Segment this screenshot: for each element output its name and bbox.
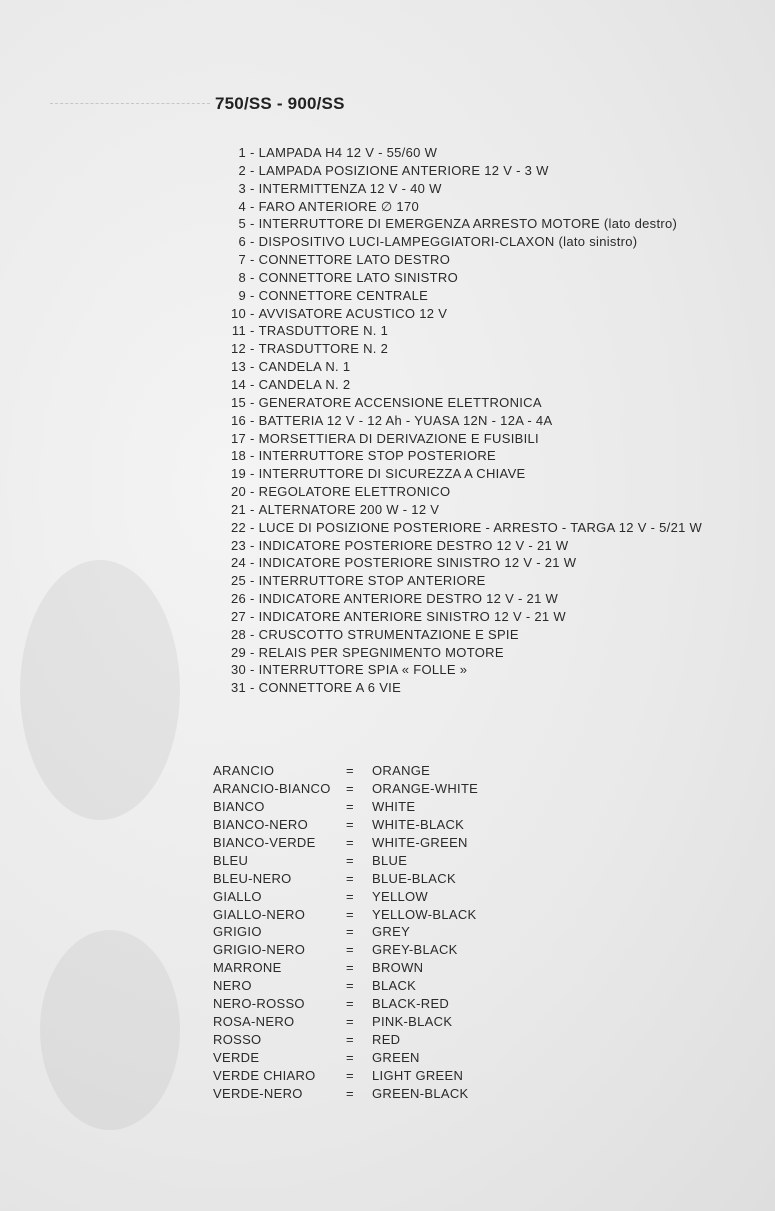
item-separator: - bbox=[250, 555, 255, 571]
legend-item bbox=[216, 180, 761, 198]
equals-sign: = bbox=[346, 924, 354, 940]
color-italian: ARANCIO-BIANCO bbox=[213, 780, 331, 796]
color-english: LIGHT GREEN bbox=[372, 1067, 464, 1083]
item-description: CONNETTORE LATO DESTRO bbox=[258, 252, 451, 268]
color-italian: MARRONE bbox=[213, 960, 282, 976]
item-description: LUCE DI POSIZIONE POSTERIORE - ARRESTO - TARGA 12 V - 5/21 W bbox=[258, 519, 703, 535]
item-description: CONNETTORE CENTRALE bbox=[258, 287, 429, 303]
item-number: 16 bbox=[230, 412, 246, 428]
item-number: 9 bbox=[238, 287, 246, 303]
item-separator: - bbox=[250, 287, 255, 303]
legend-item bbox=[216, 198, 761, 216]
item-separator: - bbox=[250, 305, 255, 321]
item-separator: - bbox=[250, 412, 255, 428]
item-number: 17 bbox=[230, 430, 246, 446]
item-number: 18 bbox=[230, 448, 246, 464]
color-row bbox=[213, 923, 533, 941]
legend-item bbox=[216, 608, 761, 626]
item-description: DISPOSITIVO LUCI-LAMPEGGIATORI-CLAXON (lato sinistro) bbox=[258, 234, 638, 250]
item-separator: - bbox=[250, 466, 255, 482]
color-row bbox=[213, 1049, 533, 1067]
item-number: 31 bbox=[230, 680, 246, 696]
equals-sign: = bbox=[346, 996, 354, 1012]
color-row bbox=[213, 1031, 533, 1049]
item-separator: - bbox=[250, 234, 255, 250]
color-english: BLUE-BLACK bbox=[372, 870, 456, 886]
item-description: REGOLATORE ELETTRONICO bbox=[258, 484, 451, 500]
item-separator: - bbox=[250, 484, 255, 500]
color-italian: VERDE CHIARO bbox=[213, 1067, 316, 1083]
color-row bbox=[213, 1067, 533, 1085]
item-separator: - bbox=[250, 519, 255, 535]
item-description: INDICATORE POSTERIORE SINISTRO 12 V - 21 W bbox=[258, 555, 577, 571]
color-row bbox=[213, 906, 533, 924]
item-number: 8 bbox=[238, 269, 246, 285]
legend-item bbox=[216, 572, 761, 590]
equals-sign: = bbox=[346, 1085, 354, 1101]
legend-item bbox=[216, 305, 761, 323]
item-separator: - bbox=[250, 162, 255, 178]
color-italian: ROSA-NERO bbox=[213, 1014, 295, 1030]
item-separator: - bbox=[250, 591, 255, 607]
item-description: INTERRUTTORE STOP ANTERIORE bbox=[258, 573, 486, 589]
item-separator: - bbox=[250, 341, 255, 357]
item-number: 23 bbox=[230, 537, 246, 553]
item-description: INDICATORE ANTERIORE DESTRO 12 V - 21 W bbox=[258, 591, 559, 607]
item-description: BATTERIA 12 V - 12 Ah - YUASA 12N - 12A - 4A bbox=[258, 412, 553, 428]
legend-item bbox=[216, 162, 761, 180]
color-row bbox=[213, 798, 533, 816]
item-description: RELAIS PER SPEGNIMENTO MOTORE bbox=[258, 644, 504, 660]
equals-sign: = bbox=[346, 763, 354, 778]
item-description: INDICATORE POSTERIORE DESTRO 12 V - 21 W bbox=[258, 537, 569, 553]
color-row bbox=[213, 977, 533, 995]
color-italian: BLEU-NERO bbox=[213, 870, 292, 886]
color-english: RED bbox=[372, 1032, 401, 1048]
legend-item bbox=[216, 590, 761, 608]
legend-item bbox=[216, 679, 761, 697]
paper-stain bbox=[20, 560, 180, 820]
equals-sign: = bbox=[346, 870, 354, 886]
color-row bbox=[213, 1085, 533, 1103]
equals-sign: = bbox=[346, 960, 354, 976]
item-description: TRASDUTTORE N. 2 bbox=[258, 341, 389, 357]
item-number: 11 bbox=[231, 323, 246, 339]
item-separator: - bbox=[250, 573, 255, 589]
color-row bbox=[213, 959, 533, 977]
item-separator: - bbox=[250, 680, 255, 696]
legend-item bbox=[216, 501, 761, 519]
color-english: BLUE bbox=[372, 852, 408, 868]
item-separator: - bbox=[250, 662, 255, 678]
paper-stain bbox=[40, 930, 180, 1130]
legend-item bbox=[216, 412, 761, 430]
item-separator: - bbox=[250, 180, 255, 196]
legend-item bbox=[216, 340, 761, 358]
item-separator: - bbox=[250, 252, 255, 268]
item-number: 4 bbox=[238, 198, 246, 214]
equals-sign: = bbox=[346, 1014, 354, 1030]
item-separator: - bbox=[250, 608, 255, 624]
color-italian: GRIGIO bbox=[213, 924, 262, 940]
legend-item bbox=[216, 144, 761, 162]
item-separator: - bbox=[250, 644, 255, 660]
item-description: INTERRUTTORE DI SICUREZZA A CHIAVE bbox=[258, 466, 526, 482]
color-english: ORANGE bbox=[372, 763, 431, 778]
color-italian: VERDE bbox=[213, 1050, 260, 1065]
item-description: LAMPADA H4 12 V - 55/60 W bbox=[258, 145, 438, 160]
legend-item bbox=[216, 626, 761, 644]
item-separator: - bbox=[250, 269, 255, 285]
equals-sign: = bbox=[346, 1032, 354, 1048]
equals-sign: = bbox=[346, 798, 354, 814]
equals-sign: = bbox=[346, 834, 354, 850]
legend-item bbox=[216, 661, 761, 679]
color-italian: NERO-ROSSO bbox=[213, 996, 305, 1012]
color-english: GREEN bbox=[372, 1050, 420, 1065]
legend-item bbox=[216, 215, 761, 233]
legend-item bbox=[216, 376, 761, 394]
document-title: 750/SS - 900/SS bbox=[215, 94, 345, 113]
color-row bbox=[213, 852, 533, 870]
color-row bbox=[213, 816, 533, 834]
color-italian: GIALLO-NERO bbox=[213, 906, 306, 922]
item-description: CONNETTORE LATO SINISTRO bbox=[258, 269, 458, 285]
legend-item bbox=[216, 519, 761, 537]
item-description: MORSETTIERA DI DERIVAZIONE E FUSIBILI bbox=[258, 430, 539, 446]
item-separator: - bbox=[250, 216, 255, 232]
color-italian: BIANCO-VERDE bbox=[213, 834, 316, 850]
item-number: 1 bbox=[238, 145, 246, 160]
equals-sign: = bbox=[346, 816, 354, 832]
item-number: 20 bbox=[230, 484, 246, 500]
item-number: 21 bbox=[230, 501, 246, 517]
item-number: 30 bbox=[230, 662, 246, 678]
item-number: 14 bbox=[230, 376, 246, 392]
item-separator: - bbox=[250, 537, 255, 553]
color-english: GREEN-BLACK bbox=[372, 1085, 469, 1101]
item-description: ALTERNATORE 200 W - 12 V bbox=[258, 501, 440, 517]
item-description: TRASDUTTORE N. 1 bbox=[258, 323, 389, 339]
color-row bbox=[213, 780, 533, 798]
item-description: INTERRUTTORE STOP POSTERIORE bbox=[258, 448, 497, 464]
color-italian: BIANCO bbox=[213, 798, 265, 814]
legend-item bbox=[216, 251, 761, 269]
item-description: CANDELA N. 2 bbox=[258, 376, 351, 392]
legend-item bbox=[216, 447, 761, 465]
color-row bbox=[213, 995, 533, 1013]
color-english: BROWN bbox=[372, 960, 424, 976]
component-legend-list bbox=[216, 144, 761, 697]
legend-item bbox=[216, 465, 761, 483]
legend-item bbox=[216, 537, 761, 555]
color-row bbox=[213, 941, 533, 959]
item-separator: - bbox=[250, 376, 255, 392]
color-row bbox=[213, 870, 533, 888]
item-number: 13 bbox=[230, 359, 246, 375]
color-english: ORANGE-WHITE bbox=[372, 780, 479, 796]
item-number: 6 bbox=[238, 234, 246, 250]
legend-item bbox=[216, 287, 761, 305]
legend-item bbox=[216, 358, 761, 376]
color-english: BLACK bbox=[372, 978, 417, 994]
item-description: LAMPADA POSIZIONE ANTERIORE 12 V - 3 W bbox=[258, 162, 549, 178]
item-number: 10 bbox=[230, 305, 246, 321]
item-description: CANDELA N. 1 bbox=[258, 359, 351, 375]
item-number: 29 bbox=[230, 644, 246, 660]
color-italian: VERDE-NERO bbox=[213, 1085, 303, 1101]
color-italian: GIALLO bbox=[213, 888, 262, 904]
item-separator: - bbox=[250, 626, 255, 642]
item-description: FARO ANTERIORE ∅ 170 bbox=[258, 198, 420, 214]
color-english: PINK-BLACK bbox=[372, 1014, 453, 1030]
item-number: 3 bbox=[238, 180, 246, 196]
item-number: 27 bbox=[230, 608, 246, 624]
color-row bbox=[213, 834, 533, 852]
equals-sign: = bbox=[346, 978, 354, 994]
item-separator: - bbox=[250, 359, 255, 375]
equals-sign: = bbox=[346, 942, 354, 958]
item-description: INTERRUTTORE DI EMERGENZA ARRESTO MOTORE (lato destro) bbox=[258, 216, 678, 232]
legend-item bbox=[216, 483, 761, 501]
color-legend-table bbox=[213, 762, 533, 1103]
item-description: AVVISATORE ACUSTICO 12 V bbox=[258, 305, 448, 321]
item-number: 12 bbox=[230, 341, 246, 357]
item-separator: - bbox=[250, 394, 255, 410]
legend-item bbox=[216, 644, 761, 662]
color-english: BLACK-RED bbox=[372, 996, 450, 1012]
color-italian: BLEU bbox=[213, 852, 249, 868]
item-number: 7 bbox=[238, 252, 246, 268]
item-separator: - bbox=[250, 501, 255, 517]
equals-sign: = bbox=[346, 888, 354, 904]
equals-sign: = bbox=[346, 1067, 354, 1083]
color-italian: NERO bbox=[213, 978, 252, 994]
color-english: YELLOW-BLACK bbox=[372, 906, 477, 922]
item-description: INTERMITTENZA 12 V - 40 W bbox=[258, 180, 442, 196]
equals-sign: = bbox=[346, 780, 354, 796]
color-italian: BIANCO-NERO bbox=[213, 816, 309, 832]
color-english: WHITE bbox=[372, 798, 416, 814]
legend-item bbox=[216, 554, 761, 572]
color-english: GREY bbox=[372, 924, 411, 940]
color-english: GREY-BLACK bbox=[372, 942, 458, 958]
legend-item bbox=[216, 322, 761, 340]
item-number: 22 bbox=[230, 519, 246, 535]
color-italian: GRIGIO-NERO bbox=[213, 942, 306, 958]
color-row bbox=[213, 762, 533, 780]
color-italian: ROSSO bbox=[213, 1032, 262, 1048]
color-english: YELLOW bbox=[372, 888, 428, 904]
item-description: INTERRUTTORE SPIA « FOLLE » bbox=[258, 662, 468, 678]
legend-item bbox=[216, 233, 761, 251]
color-english: WHITE-BLACK bbox=[372, 816, 465, 832]
item-number: 25 bbox=[230, 573, 246, 589]
legend-item bbox=[216, 394, 761, 412]
color-english: WHITE-GREEN bbox=[372, 834, 468, 850]
item-separator: - bbox=[250, 323, 255, 339]
item-number: 19 bbox=[230, 466, 246, 482]
item-separator: - bbox=[250, 145, 255, 160]
item-number: 5 bbox=[238, 216, 246, 232]
equals-sign: = bbox=[346, 906, 354, 922]
item-number: 28 bbox=[230, 626, 246, 642]
item-description: CRUSCOTTO STRUMENTAZIONE E SPIE bbox=[258, 626, 519, 642]
item-description: CONNETTORE A 6 VIE bbox=[258, 680, 402, 696]
item-description: INDICATORE ANTERIORE SINISTRO 12 V - 21 W bbox=[258, 608, 566, 624]
legend-item bbox=[216, 430, 761, 448]
scan-artifact-line bbox=[50, 103, 210, 104]
equals-sign: = bbox=[346, 852, 354, 868]
color-italian: ARANCIO bbox=[213, 763, 275, 778]
item-number: 26 bbox=[230, 591, 246, 607]
color-row bbox=[213, 888, 533, 906]
item-description: GENERATORE ACCENSIONE ELETTRONICA bbox=[258, 394, 542, 410]
legend-item bbox=[216, 269, 761, 287]
equals-sign: = bbox=[346, 1050, 354, 1065]
item-separator: - bbox=[250, 448, 255, 464]
color-row bbox=[213, 1013, 533, 1031]
item-number: 24 bbox=[230, 555, 246, 571]
item-number: 2 bbox=[238, 162, 246, 178]
item-number: 15 bbox=[230, 394, 246, 410]
item-separator: - bbox=[250, 198, 255, 214]
item-separator: - bbox=[250, 430, 255, 446]
